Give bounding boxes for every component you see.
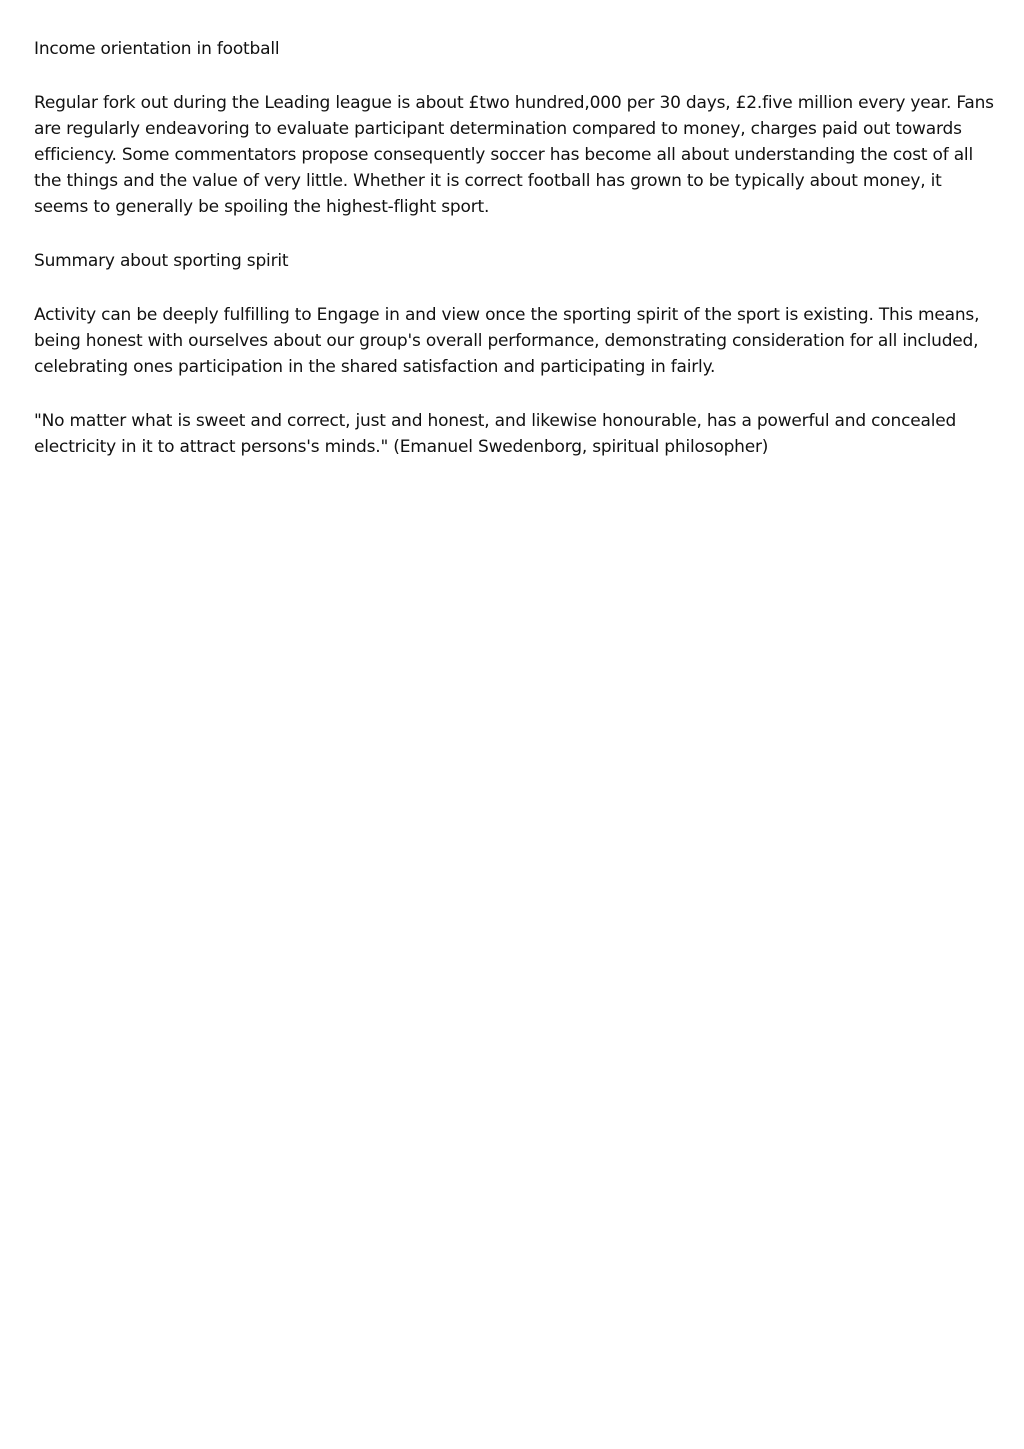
section-paragraph-income-orientation: Regular fork out during the Leading league is about £two hundred,000 per 30 days, £2.five million every year. Fans are regularly endeavoring to evaluate participant determination compared to money, charges paid out towards efficiency. Some commentators propose consequently soccer has become all about understanding the cost of all the things and the value of very little. Whether it is correct football has grown to be typically about money, it seems to generally be spoiling the highest-flight sport. [34, 93, 994, 217]
quote-paragraph: "No matter what is sweet and correct, just and honest, and likewise honourable, has a powerful and concealed electricity in it to attract persons's minds." (Emanuel Swedenborg, spiritual philosopher) [34, 411, 957, 457]
section-paragraph-sporting-spirit: Activity can be deeply fulfilling to Engage in and view once the sporting spirit of the sport is existing. This means, being honest with ourselves about our group's overall performance, demonstrating consideration for all included, celebrating ones participation in the shared satisfaction and participating in fairly. [34, 305, 980, 377]
document-page [34, 36, 994, 488]
section-heading-sporting-spirit: Summary about sporting spirit [34, 251, 289, 271]
section-heading-income-orientation: Income orientation in football [34, 39, 280, 59]
